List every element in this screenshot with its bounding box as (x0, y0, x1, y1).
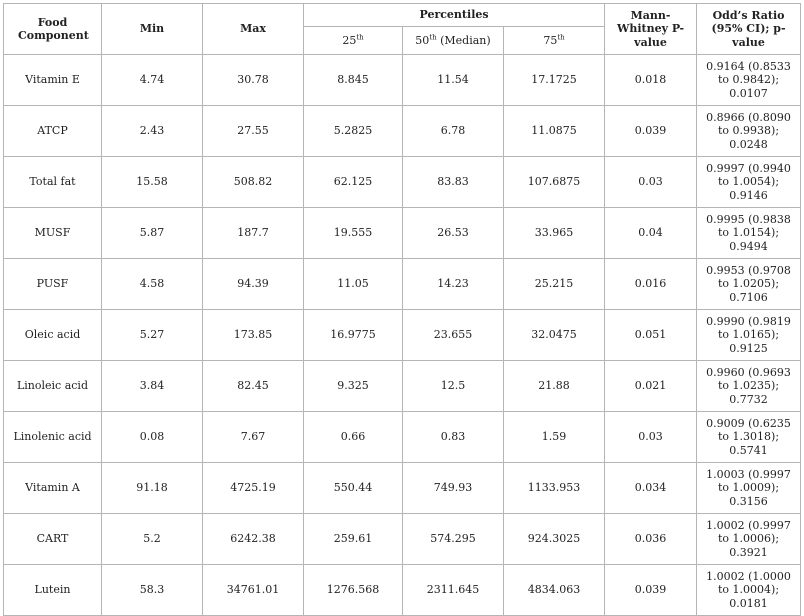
cell-p75: 924.3025 (504, 514, 605, 565)
header-p25 (304, 27, 403, 55)
data-table (3, 3, 801, 616)
cell-mann-whitney: 0.036 (605, 514, 697, 565)
cell-p50: 574.295 (403, 514, 504, 565)
header-p25-value: 25 (342, 33, 357, 47)
cell-p75: 33.965 (504, 208, 605, 259)
cell-component: CART (4, 514, 102, 565)
table-row (4, 412, 801, 463)
cell-max: 6242.38 (203, 514, 304, 565)
table-row (4, 157, 801, 208)
cell-p75: 17.1725 (504, 55, 605, 106)
cell-odds-ratio: 1.0002 (1.0000 to 1.0004); 0.0181 (697, 565, 801, 616)
cell-p25: 8.845 (304, 55, 403, 106)
cell-p75: 107.6875 (504, 157, 605, 208)
cell-p25: 11.05 (304, 259, 403, 310)
cell-odds-ratio: 1.0003 (0.9997 to 1.0009); 0.3156 (697, 463, 801, 514)
cell-min: 91.18 (102, 463, 203, 514)
cell-p50: 83.83 (403, 157, 504, 208)
cell-min: 0.08 (102, 412, 203, 463)
header-p50-value: 50 (415, 33, 430, 47)
cell-component: Oleic acid (4, 310, 102, 361)
cell-max: 187.7 (203, 208, 304, 259)
cell-p50: 12.5 (403, 361, 504, 412)
cell-component: Vitamin A (4, 463, 102, 514)
header-p75 (504, 27, 605, 55)
cell-mann-whitney: 0.018 (605, 55, 697, 106)
table-row (4, 361, 801, 412)
cell-odds-ratio: 1.0002 (0.9997 to 1.0006); 0.3921 (697, 514, 801, 565)
table-row (4, 55, 801, 106)
cell-min: 5.2 (102, 514, 203, 565)
header-p50 (403, 27, 504, 55)
cell-p75: 25.215 (504, 259, 605, 310)
header-food-component: Food Component (4, 4, 102, 55)
cell-p25: 1276.568 (304, 565, 403, 616)
table-row (4, 208, 801, 259)
cell-p50: 749.93 (403, 463, 504, 514)
cell-p50: 2311.645 (403, 565, 504, 616)
cell-p50: 23.655 (403, 310, 504, 361)
header-max: Max (203, 4, 304, 55)
cell-p25: 259.61 (304, 514, 403, 565)
cell-p50: 26.53 (403, 208, 504, 259)
cell-mann-whitney: 0.034 (605, 463, 697, 514)
table-header (4, 4, 801, 55)
cell-min: 4.74 (102, 55, 203, 106)
cell-odds-ratio: 0.9009 (0.6235 to 1.3018); 0.5741 (697, 412, 801, 463)
cell-p25: 19.555 (304, 208, 403, 259)
table-row (4, 514, 801, 565)
header-p75-sup: th (557, 33, 565, 42)
table-row (4, 463, 801, 514)
cell-min: 15.58 (102, 157, 203, 208)
header-p50-sup: th (429, 33, 437, 42)
table-row (4, 106, 801, 157)
header-odds-ratio: Odd’s Ratio (95% CI); p-value (697, 4, 801, 55)
cell-p75: 32.0475 (504, 310, 605, 361)
table-row (4, 259, 801, 310)
cell-odds-ratio: 0.8966 (0.8090 to 0.9938); 0.0248 (697, 106, 801, 157)
cell-p75: 1.59 (504, 412, 605, 463)
cell-max: 7.67 (203, 412, 304, 463)
cell-component: Total fat (4, 157, 102, 208)
cell-mann-whitney: 0.03 (605, 412, 697, 463)
table-body (4, 55, 801, 616)
cell-mann-whitney: 0.039 (605, 106, 697, 157)
cell-min: 5.27 (102, 310, 203, 361)
header-p25-sup: th (356, 33, 364, 42)
table-row (4, 310, 801, 361)
cell-component: Linolenic acid (4, 412, 102, 463)
cell-component: PUSF (4, 259, 102, 310)
cell-odds-ratio: 0.9164 (0.8533 to 0.9842); 0.0107 (697, 55, 801, 106)
cell-mann-whitney: 0.021 (605, 361, 697, 412)
cell-min: 2.43 (102, 106, 203, 157)
cell-max: 27.55 (203, 106, 304, 157)
cell-p50: 14.23 (403, 259, 504, 310)
cell-odds-ratio: 0.9995 (0.9838 to 1.0154); 0.9494 (697, 208, 801, 259)
cell-odds-ratio: 0.9960 (0.9693 to 1.0235); 0.7732 (697, 361, 801, 412)
cell-p25: 550.44 (304, 463, 403, 514)
cell-min: 3.84 (102, 361, 203, 412)
cell-component: Linoleic acid (4, 361, 102, 412)
header-p50-suffix: (Median) (436, 33, 491, 47)
cell-max: 4725.19 (203, 463, 304, 514)
header-min: Min (102, 4, 203, 55)
cell-mann-whitney: 0.04 (605, 208, 697, 259)
header-percentiles: Percentiles (304, 4, 605, 27)
cell-p50: 11.54 (403, 55, 504, 106)
cell-p50: 0.83 (403, 412, 504, 463)
cell-p25: 5.2825 (304, 106, 403, 157)
cell-mann-whitney: 0.03 (605, 157, 697, 208)
cell-min: 5.87 (102, 208, 203, 259)
cell-max: 30.78 (203, 55, 304, 106)
cell-max: 173.85 (203, 310, 304, 361)
cell-p75: 21.88 (504, 361, 605, 412)
header-p75-value: 75 (543, 33, 558, 47)
cell-p25: 62.125 (304, 157, 403, 208)
cell-p75: 4834.063 (504, 565, 605, 616)
cell-p50: 6.78 (403, 106, 504, 157)
table-row (4, 565, 801, 616)
cell-component: ATCP (4, 106, 102, 157)
cell-odds-ratio: 0.9997 (0.9940 to 1.0054); 0.9146 (697, 157, 801, 208)
cell-p25: 16.9775 (304, 310, 403, 361)
cell-mann-whitney: 0.039 (605, 565, 697, 616)
cell-mann-whitney: 0.016 (605, 259, 697, 310)
cell-odds-ratio: 0.9990 (0.9819 to 1.0165); 0.9125 (697, 310, 801, 361)
cell-component: MUSF (4, 208, 102, 259)
cell-max: 34761.01 (203, 565, 304, 616)
cell-max: 508.82 (203, 157, 304, 208)
cell-p75: 11.0875 (504, 106, 605, 157)
cell-min: 58.3 (102, 565, 203, 616)
cell-component: Vitamin E (4, 55, 102, 106)
cell-p75: 1133.953 (504, 463, 605, 514)
cell-max: 82.45 (203, 361, 304, 412)
cell-max: 94.39 (203, 259, 304, 310)
cell-min: 4.58 (102, 259, 203, 310)
cell-p25: 0.66 (304, 412, 403, 463)
header-mann-whitney: Mann-Whitney P-value (605, 4, 697, 55)
cell-p25: 9.325 (304, 361, 403, 412)
cell-mann-whitney: 0.051 (605, 310, 697, 361)
cell-odds-ratio: 0.9953 (0.9708 to 1.0205); 0.7106 (697, 259, 801, 310)
cell-component: Lutein (4, 565, 102, 616)
